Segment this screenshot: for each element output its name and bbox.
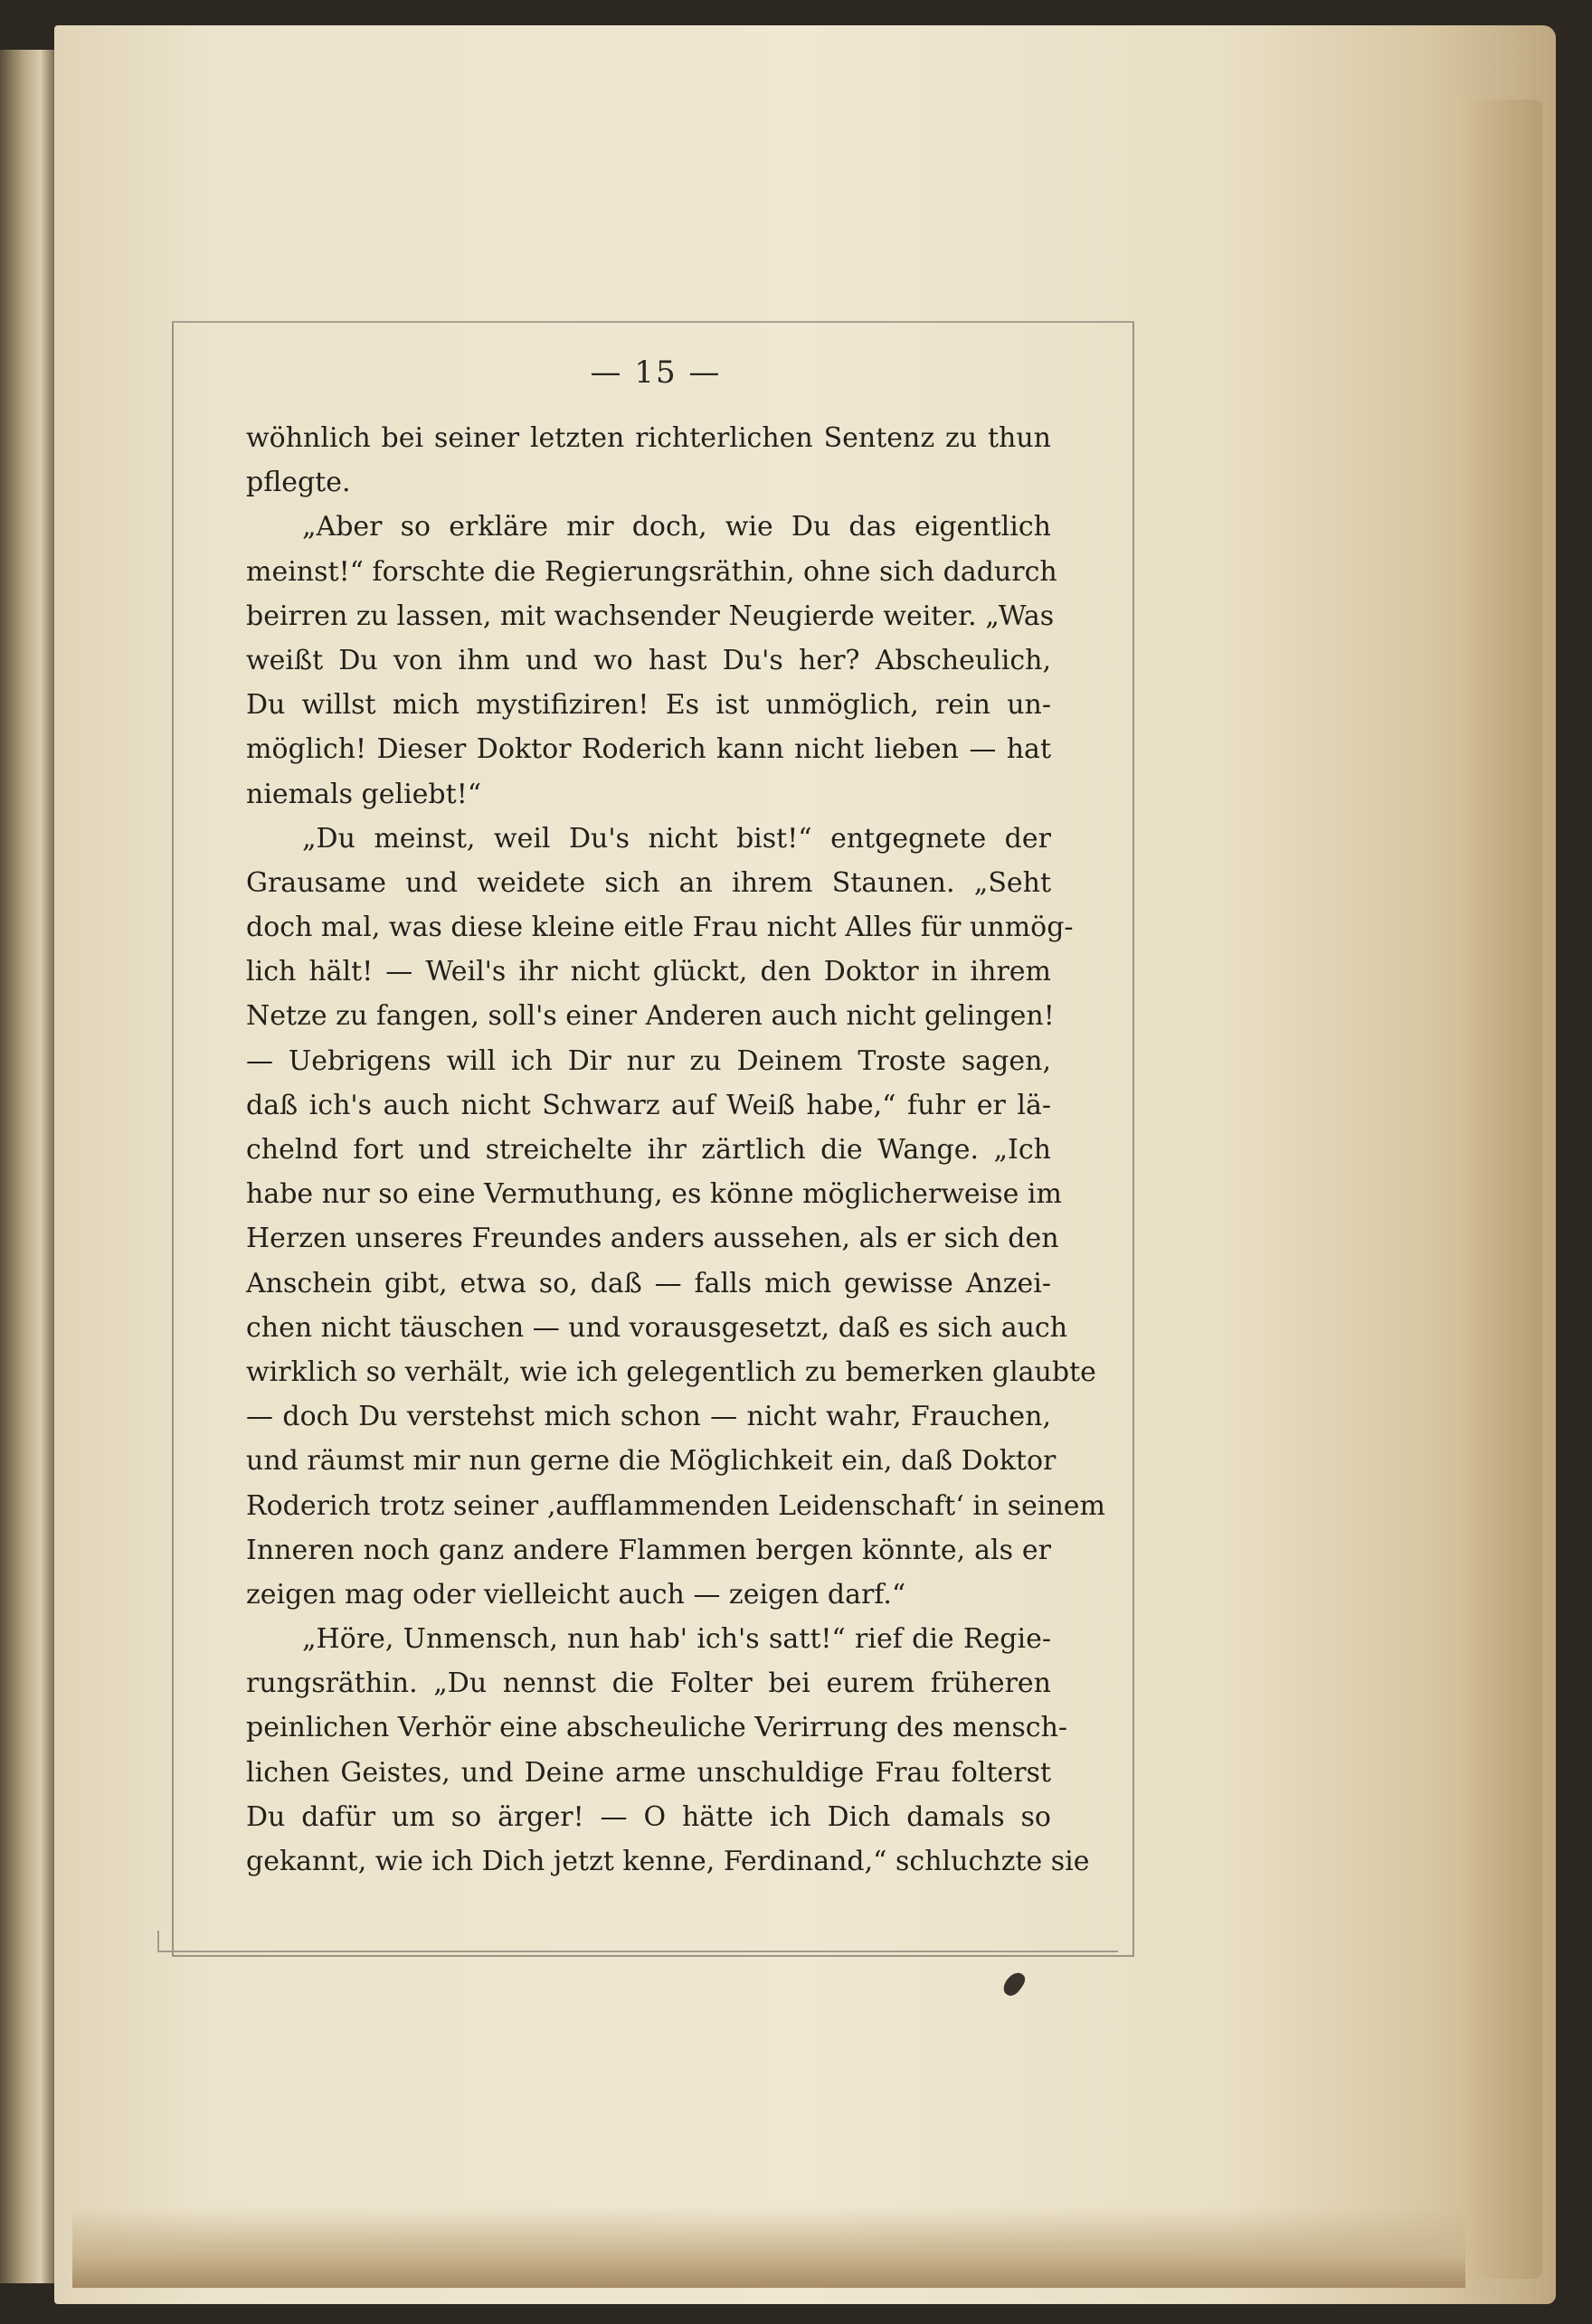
page-stack-edge (1456, 99, 1542, 2279)
text-line: „Du meinst, weil Du's nicht bist!“ entgegnete der (302, 822, 1051, 855)
text-line: niemals geliebt!“ (246, 778, 482, 810)
text-line: doch mal, was diese kleine eitle Frau nicht Alles für unmög- (246, 912, 1074, 944)
text-line: gekannt, wie ich Dich jetzt kenne, Ferdinand,“ schluchzte sie (246, 1846, 1090, 1877)
text-line: Netze zu fangen, soll's einer Anderen auch nicht gelingen! (246, 1000, 1055, 1033)
text-line: pflegte. (246, 467, 351, 499)
facing-page-edge (0, 50, 54, 2283)
text-line: weißt Du von ihm und wo hast Du's her? Abscheulich, (246, 644, 1051, 676)
text-line: Inneren noch ganz andere Flammen bergen könnte, als er (246, 1534, 1051, 1566)
text-line: — Uebrigens will ich Dir nur zu Deinem Troste sagen, (246, 1044, 1051, 1077)
text-line: Grausame und weidete sich an ihrem Staunen. „Seht (246, 866, 1051, 899)
text-line: rungsräthin. „Du nennst die Folter bei eurem früheren (246, 1667, 1051, 1700)
text-line: Du dafür um so ärger! — O hätte ich Dich damals so (246, 1800, 1051, 1833)
text-line: meinst!“ forschte die Regierungsräthin, ohne sich dadurch (246, 555, 1057, 588)
page-number: — 15 — (590, 354, 722, 391)
text-line: „Höre, Unmensch, nun hab' ich's satt!“ rief die Regie- (302, 1623, 1051, 1656)
frame-offset-border (157, 1931, 1118, 1952)
text-line: Herzen unseres Freundes anders aussehen, als er sich den (246, 1223, 1059, 1255)
text-line: chelnd fort und streichelte ihr zärtlich die Wange. „Ich (246, 1134, 1051, 1166)
text-line: Anschein gibt, etwa so, daß — falls mich gewisse Anzei- (246, 1267, 1051, 1299)
text-line: „Aber so erkläre mir doch, wie Du das eigentlich (302, 511, 1051, 543)
page-bottom-edge (72, 2206, 1465, 2288)
body-text (246, 416, 1105, 1884)
text-line: Roderich trotz seiner ‚aufflammenden Leidenschaft‘ in seinem (246, 1489, 1105, 1522)
text-line: chen nicht täuschen — und vorausgesetzt, daß es sich auch (246, 1311, 1068, 1344)
text-line: Du willst mich mystifiziren! Es ist unmöglich, rein un- (246, 689, 1051, 722)
text-line: wöhnlich bei seiner letzten richterlichen Sentenz zu thun (246, 422, 1051, 454)
text-line: wirklich so verhält, wie ich gelegentlich zu bemerken glaubte (246, 1356, 1096, 1388)
text-line: — doch Du verstehst mich schon — nicht wahr, Frauchen, (246, 1401, 1051, 1433)
text-line: möglich! Dieser Doktor Roderich kann nicht lieben — hat (246, 733, 1051, 766)
text-line: zeigen mag oder vielleicht auch — zeigen darf.“ (246, 1578, 906, 1611)
text-line: peinlichen Verhör eine abscheuliche Verirrung des mensch- (246, 1712, 1068, 1744)
text-line: beirren zu lassen, mit wachsender Neugierde weiter. „Was (246, 600, 1055, 632)
text-line: lich hält! — Weil's ihr nicht glückt, den Doktor in ihrem (246, 956, 1051, 988)
text-line: habe nur so eine Vermuthung, es könne möglicherweise im (246, 1178, 1062, 1211)
text-line: lichen Geistes, und Deine arme unschuldige Frau folterst (246, 1756, 1051, 1789)
text-line: daß ich's auch nicht Schwarz auf Weiß habe,“ fuhr er lä- (246, 1089, 1051, 1121)
text-line: und räumst mir nun gerne die Möglichkeit ein, daß Doktor (246, 1445, 1057, 1478)
